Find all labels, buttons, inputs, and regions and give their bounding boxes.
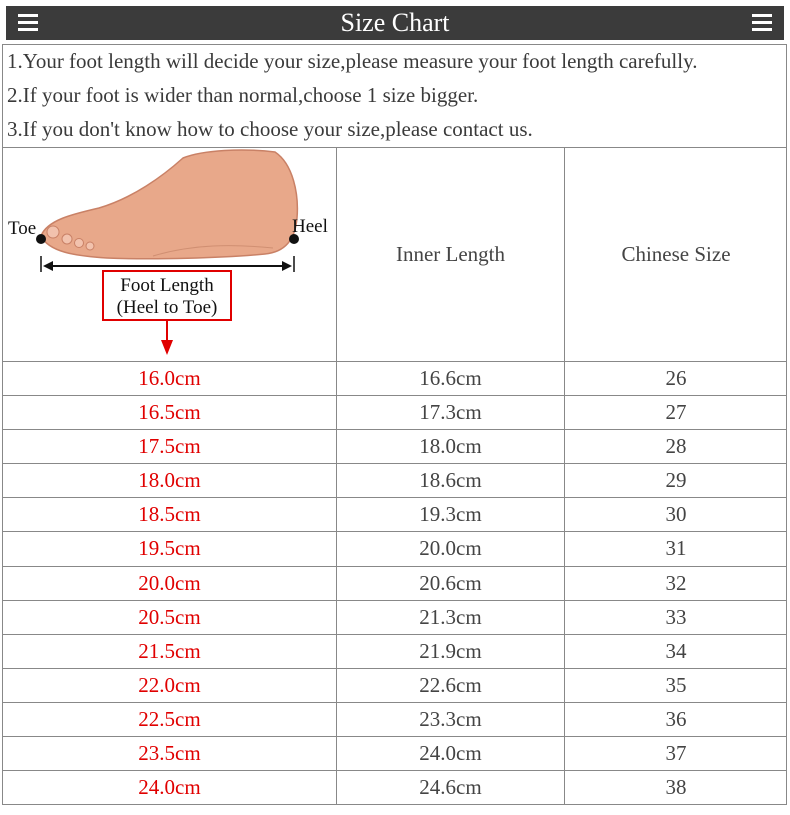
inner-length-cell: 18.6cm: [337, 464, 565, 497]
table-row: [3, 567, 786, 601]
foot-length-cell: 16.0cm: [3, 362, 337, 395]
foot-length-cell: 24.0cm: [3, 771, 337, 804]
foot-measure-diagram: [3, 148, 336, 361]
chinese-size-cell: 34: [665, 638, 687, 663]
inner-length-cell: 16.6cm: [337, 362, 565, 395]
inner-length-cell: 18.0cm: [337, 430, 565, 463]
inner-length-cell: 23.3cm: [337, 703, 565, 736]
table-row: [3, 737, 786, 771]
table-row: [3, 532, 786, 566]
chinese-size-cell: 37: [665, 741, 687, 766]
inner-length-header: Inner Length: [395, 242, 506, 266]
foot-length-cell: 20.0cm: [3, 567, 337, 600]
chinese-size-header: Chinese Size: [621, 242, 731, 266]
table-row: [3, 635, 786, 669]
table-row: [3, 669, 786, 703]
foot-length-cell: 21.5cm: [3, 635, 337, 668]
menu-icon[interactable]: [752, 14, 772, 32]
page-title: Size Chart: [340, 8, 450, 37]
table-row: [3, 430, 786, 464]
chinese-size-cell: 29: [665, 468, 687, 493]
header-bar: [6, 6, 784, 40]
foot-length-cell: 20.5cm: [3, 601, 337, 634]
foot-length-cell: 19.5cm: [3, 532, 337, 565]
chinese-size-cell: 33: [665, 604, 687, 629]
table-row: [3, 396, 786, 430]
chinese-size-header-cell: [565, 148, 787, 361]
foot-length-cell: 22.5cm: [3, 703, 337, 736]
table-row: [3, 498, 786, 532]
instruction-line: 1.Your foot length will decide your size,please measure your foot length carefully.: [7, 49, 698, 73]
foot-length-cell: 16.5cm: [3, 396, 337, 429]
toe-label: Toe: [8, 218, 37, 239]
chinese-size-cell: 35: [665, 672, 687, 697]
foot-length-cell: 18.0cm: [3, 464, 337, 497]
chinese-size-cell: 27: [665, 400, 687, 425]
inner-length-cell: 22.6cm: [337, 669, 565, 702]
chinese-size-cell: 28: [665, 434, 687, 459]
chinese-size-cell: 36: [665, 706, 687, 731]
inner-length-cell: 20.6cm: [337, 567, 565, 600]
chinese-size-cell: 38: [665, 775, 687, 800]
chinese-size-cell: 32: [665, 570, 687, 595]
foot-diagram-cell: [3, 148, 337, 361]
inner-length-cell: 17.3cm: [337, 396, 565, 429]
chinese-size-cell: 31: [665, 536, 687, 561]
foot-length-cell: 17.5cm: [3, 430, 337, 463]
table-row: [3, 601, 786, 635]
table-row: [3, 771, 786, 805]
instruction-line: 2.If your foot is wider than normal,choose 1 size bigger.: [7, 83, 479, 107]
inner-length-cell: 24.0cm: [337, 737, 565, 770]
inner-length-cell: 21.3cm: [337, 601, 565, 634]
table-row: [3, 464, 786, 498]
inner-length-header-cell: [337, 148, 565, 361]
foot-length-cell: 23.5cm: [3, 737, 337, 770]
inner-length-cell: 21.9cm: [337, 635, 565, 668]
chinese-size-cell: 26: [665, 366, 687, 390]
chinese-size-cell: 30: [665, 502, 687, 527]
arrow-down-icon: [161, 340, 173, 355]
table-header-row: [3, 148, 786, 362]
inner-length-cell: 19.3cm: [337, 498, 565, 531]
table-row: [3, 362, 786, 396]
size-table: [2, 148, 787, 805]
instruction-line: 3.If you don't know how to choose your size,please contact us.: [7, 117, 533, 141]
table-row: [3, 703, 786, 737]
table-body: [3, 362, 786, 805]
foot-length-cell: 18.5cm: [3, 498, 337, 531]
inner-length-cell: 24.6cm: [337, 771, 565, 804]
heel-label: Heel: [292, 216, 328, 237]
inner-length-cell: 20.0cm: [337, 532, 565, 565]
instructions-box: [2, 44, 787, 148]
foot-length-cell: 22.0cm: [3, 669, 337, 702]
foot-length-label: Foot Length: [120, 275, 214, 296]
heel-to-toe-label: (Heel to Toe): [116, 297, 218, 318]
